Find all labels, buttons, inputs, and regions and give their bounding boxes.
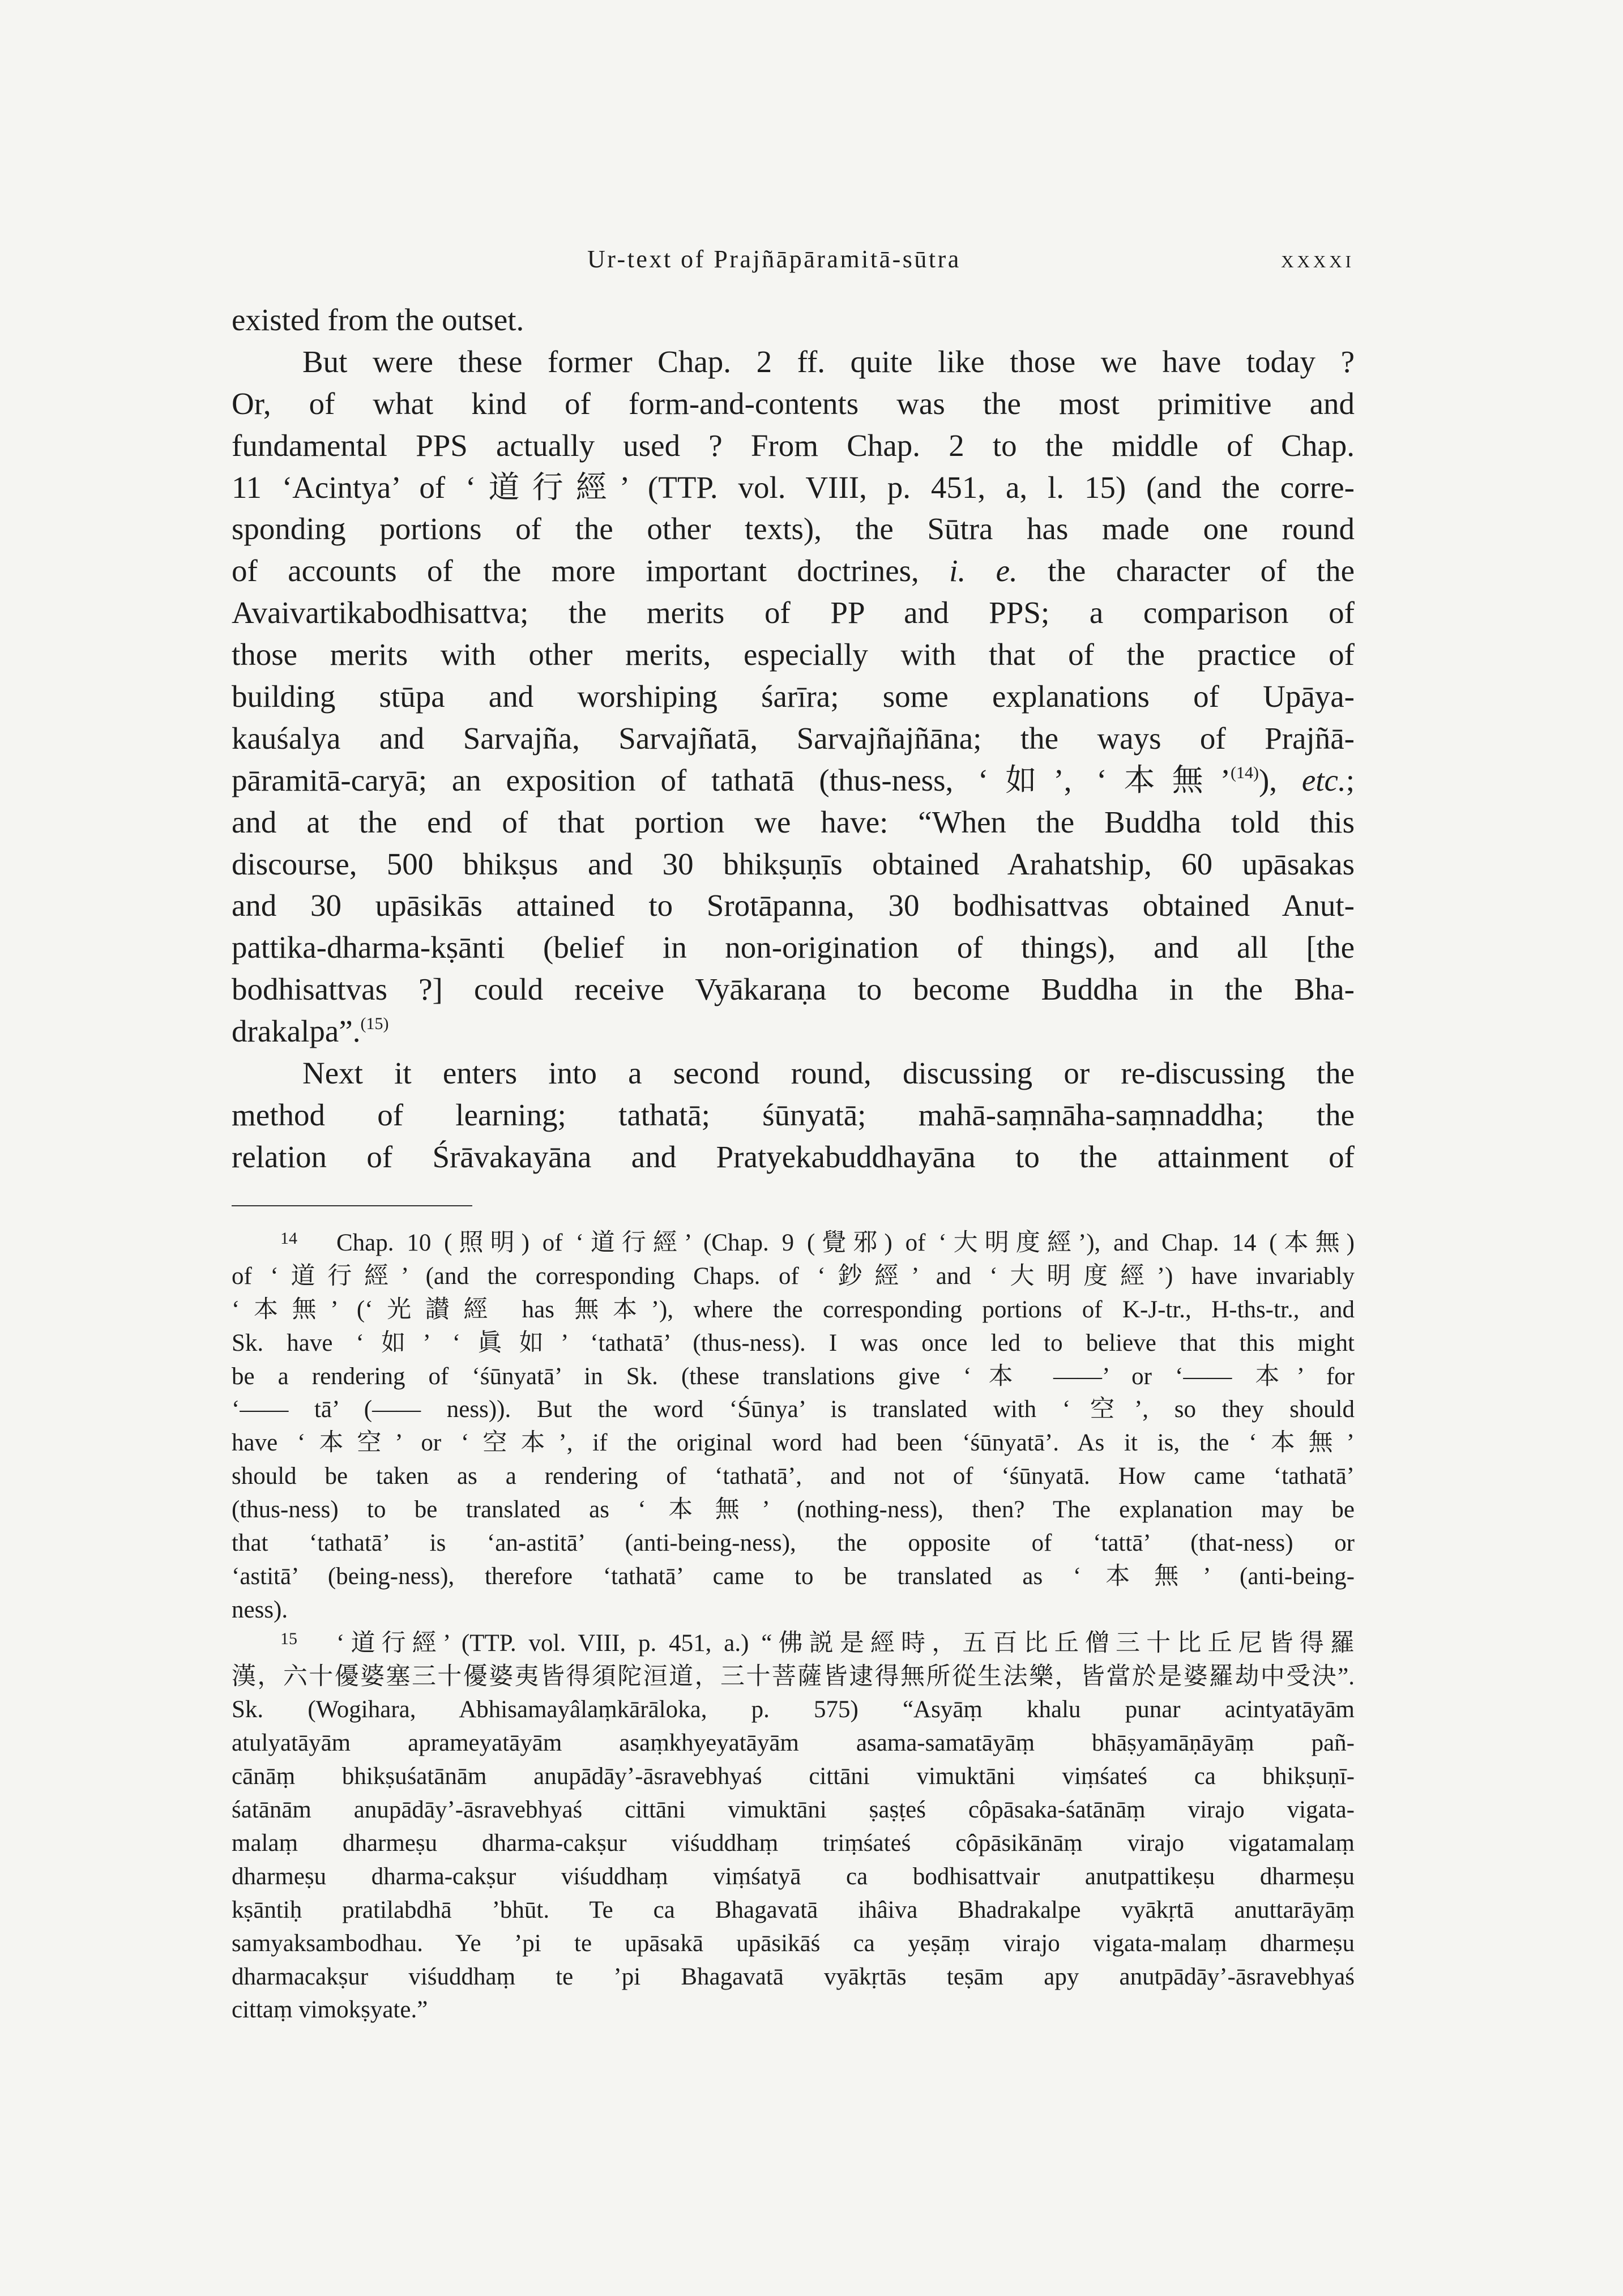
text-run: But were these former Chap. 2 ff. quite like those we have today ?	[302, 344, 1355, 379]
text-run: kṣāntiḥ pratilabdhā ’bhūt. Te ca Bhagavatā ihâiva Bhadrakalpe vyākṛtā anuttarāyāṃ	[232, 1896, 1355, 1923]
paragraph	[232, 341, 1355, 1052]
text-run: building stūpa and worshiping śarīra; some explanations of Upāya-	[232, 679, 1355, 714]
text-line	[232, 1994, 1355, 2027]
footnote-separator	[232, 1205, 472, 1206]
note-reference: (14)	[1231, 763, 1259, 782]
text-run: Chap. 10 (照明) of ‘道行經’ (Chap. 9 (覺邪) of ‘大明度經’), and Chap. 14 (本無)	[336, 1230, 1355, 1256]
text-line	[232, 759, 1355, 801]
text-line	[232, 968, 1355, 1010]
text-line	[232, 425, 1355, 467]
text-line	[232, 1393, 1355, 1427]
italic-text: etc.	[1301, 762, 1346, 797]
text-run: ‘—— tā’ (—— ness)). But the word ‘Śūnya’ is translated with ‘空’, so they should	[232, 1396, 1355, 1423]
text-line	[232, 1094, 1355, 1136]
text-line	[232, 1727, 1355, 1760]
italic-text: i. e.	[949, 553, 1018, 588]
paragraph	[232, 1052, 1355, 1178]
text-run: drakalpa”.	[232, 1014, 361, 1049]
text-line	[232, 1794, 1355, 1827]
text-line	[232, 1961, 1355, 1994]
text-run: be a rendering of ‘śūnyatā’ in Sk. (these translations give ‘本 ——’ or ‘—— 本’ for	[232, 1363, 1355, 1390]
text-run: ‘道行經’ (TTP. vol. VIII, p. 451, a.) “佛説是經時，五百比丘僧三十比丘尼皆得羅	[336, 1629, 1355, 1657]
text-line	[232, 1827, 1355, 1860]
text-line	[232, 592, 1355, 634]
footnotes	[232, 1227, 1355, 2027]
text-run: pāramitā-caryā; an exposition of tathatā (thus-ness, ‘如’, ‘本無’	[232, 762, 1231, 797]
text-run: Avaivartikabodhisattva; the merits of PP and PPS; a comparison of	[232, 595, 1355, 630]
text-line	[232, 1136, 1355, 1178]
text-run: of ‘道行經’ (and the corresponding Chaps. of ‘鈔經’ and ‘大明度經’) have invariably	[232, 1262, 1355, 1290]
text-run: discourse, 500 bhikṣus and 30 bhikṣuṇīs obtained Arahatship, 60 upāsakas	[232, 846, 1355, 881]
text-line: 14 Chap. 10 (照明) of ‘道行經’ (Chap. 9 (覺邪) of ‘大明度經’), and Chap. 14 (本無)	[280, 1229, 1355, 1256]
text-run: sponding portions of the other texts), the Sūtra has made one round	[232, 511, 1355, 547]
text-line	[232, 676, 1355, 718]
text-run: pattika-dharma-kṣānti (belief in non-origination of things), and all [the	[232, 930, 1355, 965]
text-run: ;	[1346, 762, 1355, 797]
text-run: (thus-ness) to be translated as ‘本無’ (nothing-ness), then? The explanation may be	[232, 1496, 1355, 1523]
text-run: Sk. (Wogihara, Abhisamayâlaṃkārāloka, p. 575) “Asyāṃ khalu punar acintyatāyām	[232, 1696, 1355, 1723]
text-run: bodhisattvas ?] could receive Vyākaraṇa to become Buddha in the Bha-	[232, 972, 1355, 1007]
text-run: kauśalya and Sarvajña, Sarvajñatā, Sarvajñajñāna; the ways of Prajñā-	[232, 720, 1355, 756]
text-line	[232, 801, 1355, 843]
text-run: Sk. have ‘如’ ‘眞如’ ‘tathatā’ (thus-ness). I was once led to believe that this might	[232, 1329, 1355, 1356]
text-line	[232, 1560, 1355, 1594]
text-run: that ‘tathatā’ is ‘an-astitā’ (anti-being-ness), the opposite of ‘tattā’ (that-ness) or	[232, 1530, 1355, 1557]
text-line	[232, 508, 1355, 550]
running-title: Ur-text of Prajñāpāramitā-sūtra	[587, 245, 961, 273]
text-run: dharmeṣu dharma-cakṣur viśuddhaṃ viṃśatyā ca bodhisattvair anutpattikeṣu dharmeṣu	[232, 1863, 1355, 1890]
text-line	[232, 1327, 1355, 1360]
footnote	[232, 1627, 1355, 2028]
text-run: 漢，六十優婆塞三十優婆夷皆得須陀洹道，三十菩薩皆逮得無所從生法樂，皆當於是婆羅劫中受決”.	[232, 1663, 1355, 1690]
main-text	[232, 299, 1355, 1178]
text-run: śatānām anupādāy’-āsravebhyaś cittāni vimuktāni ṣaṣṭeś côpāsaka-śatānāṃ virajo vigata-	[232, 1796, 1355, 1824]
text-line	[232, 843, 1355, 885]
text-line	[232, 1594, 1355, 1627]
text-run: malaṃ dharmeṣu dharma-cakṣur viśuddhaṃ triṃśateś côpāsikānāṃ virajo vigatamalaṃ	[232, 1830, 1355, 1857]
text-run: 11 ‘Acintya’ of ‘道行經’ (TTP. vol. VIII, p. 451, a, l. 15) (and the corre-	[232, 470, 1355, 505]
text-run: ),	[1258, 762, 1302, 797]
text-line	[232, 341, 1355, 383]
text-line	[232, 1493, 1355, 1527]
text-run: and at the end of that portion we have: “When the Buddha told this	[232, 804, 1355, 839]
text-line: 15 ‘道行經’ (TTP. vol. VIII, p. 451, a.) “佛説是經時，五百比丘僧三十比丘尼皆得羅	[280, 1629, 1355, 1657]
text-run: existed from the outset.	[232, 302, 524, 337]
text-run: ness).	[232, 1596, 288, 1623]
text-line	[232, 1661, 1355, 1694]
text-run: atulyatāyām aprameyatāyām asaṃkhyeyatāyām asama-samatāyāṃ bhāṣyamāṇāyāṃ pañ-	[232, 1730, 1355, 1757]
text-run: ‘本無’ (‘光讃經 has 無本’), where the corresponding portions of K-J-tr., H-ths-tr., and	[232, 1296, 1355, 1323]
text-line	[232, 927, 1355, 968]
text-line	[232, 718, 1355, 759]
text-run: dharmacakṣur viśuddhaṃ te ’pi Bhagavatā vyākṛtās teṣām apy anutpādāy’-āsravebhyaś	[232, 1963, 1355, 1990]
text-line	[232, 1010, 1355, 1052]
text-run: relation of Śrāvakayāna and Pratyekabuddhayāna to the attainment of	[232, 1139, 1355, 1174]
text-run: samyaksambodhau. Ye ’pi te upāsakā upāsikāś ca yeṣāṃ virajo vigata-malaṃ dharmeṣu	[232, 1930, 1355, 1957]
text-run: should be taken as a rendering of ‘tathatā’, and not of ‘śūnyatā. How came ‘tathatā’	[232, 1463, 1355, 1490]
text-line	[232, 1860, 1355, 1894]
text-run: ‘astitā’ (being-ness), therefore ‘tathatā’ came to be translated as ‘本無’ (anti-being-	[232, 1563, 1355, 1590]
text-line	[232, 1360, 1355, 1394]
page-number: xxxxi	[1281, 245, 1355, 273]
text-run: cittaṃ vimokṣyate.”	[232, 1996, 428, 2024]
footnote	[232, 1227, 1355, 1627]
text-run: the character of the	[1017, 553, 1355, 588]
text-line	[232, 1927, 1355, 1961]
text-line	[232, 1460, 1355, 1493]
text-run: those merits with other merits, especially with that of the practice of	[232, 637, 1355, 672]
paragraph	[232, 299, 1355, 341]
text-run: method of learning; tathatā; śūnyatā; mahā-saṃnāha-saṃnaddha; the	[232, 1097, 1355, 1132]
text-line	[232, 467, 1355, 509]
text-line	[232, 383, 1355, 425]
text-line	[232, 885, 1355, 927]
text-run: cānāṃ bhikṣuśatānām anupādāy’-āsravebhyaś cittāni vimuktāni viṃśateś ca bhikṣuṇī-	[232, 1763, 1355, 1790]
text-run: fundamental PPS actually used ? From Chap. 2 to the middle of Chap.	[232, 428, 1355, 463]
text-run: have ‘本空’ or ‘空本’, if the original word had been ‘śūnyatā’. As it is, the ‘本無’	[232, 1429, 1355, 1457]
text-line	[232, 1294, 1355, 1327]
text-line	[232, 1894, 1355, 1927]
text-run: Or, of what kind of form-and-contents was the most primitive and	[232, 386, 1355, 421]
text-line	[232, 1260, 1355, 1294]
text-line	[232, 1527, 1355, 1560]
text-run: of accounts of the more important doctrines,	[232, 553, 950, 588]
text-line	[232, 1427, 1355, 1460]
text-run: and 30 upāsikās attained to Srotāpanna, 30 bodhisattvas obtained Anut-	[232, 888, 1355, 923]
text-line	[232, 1052, 1355, 1094]
note-reference: (15)	[360, 1014, 389, 1034]
text-line	[232, 634, 1355, 676]
text-line	[232, 299, 1355, 341]
text-run: Next it enters into a second round, discussing or re-discussing the	[302, 1056, 1355, 1091]
text-line	[232, 1760, 1355, 1794]
text-line	[232, 1693, 1355, 1727]
text-line	[232, 550, 1355, 592]
